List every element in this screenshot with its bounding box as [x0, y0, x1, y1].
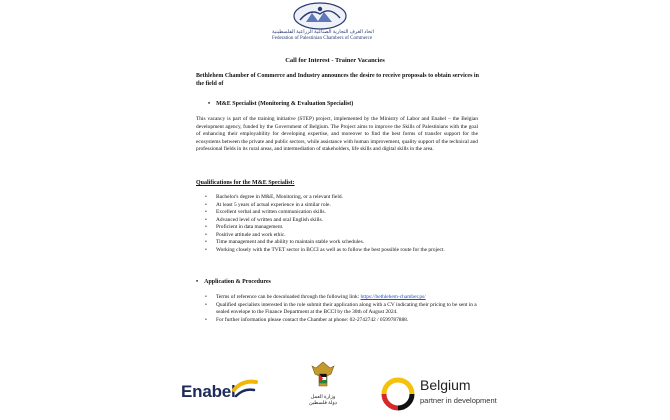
enabel-logo-text: Enabel — [181, 382, 236, 401]
intro-paragraph: Bethlehem Chamber of Commerce and Industry announces the desire to receive proposals to obtain services in the field of — [196, 73, 479, 87]
tor-download-link[interactable]: https://bethlehem-chamber.ps/ — [360, 294, 426, 300]
chamber-emblem-icon — [292, 2, 348, 30]
role-label: M&E Specialist (Monitoring & Evaluation Specialist) — [216, 101, 354, 107]
application-heading-label: Application & Procedures — [204, 279, 271, 285]
list-item: • Advanced level of written and oral English skills. — [205, 217, 480, 225]
application-heading — [196, 279, 271, 285]
list-item: • At least 5 years of actual experience in a similar role. — [205, 202, 480, 210]
application-list — [205, 294, 480, 324]
list-item: • Excellent verbal and written communication skills. — [205, 209, 480, 217]
list-item-text: Terms of reference can be downloaded through the following link: — [216, 294, 361, 300]
chamber-logo-english: Federation of Palestinian Chambers of Commerce — [272, 36, 373, 41]
list-item: • Working closely with the TVET sector in BCCI as well as to follow the best possible route for the project. — [205, 247, 480, 255]
list-item: • Time management and the ability to maintain stable work schedules. — [205, 239, 480, 247]
footer-logos — [0, 352, 670, 412]
list-item — [205, 294, 480, 302]
ministry-arabic-name: وزارة العمل — [310, 395, 336, 400]
qualifications-heading: Qualifications for the M&E Specialist: — [196, 180, 295, 186]
list-item — [205, 302, 480, 317]
bullet-icon: • — [196, 279, 199, 285]
belgium-logo-subtitle: partner in development — [420, 396, 497, 405]
role-bullet — [208, 101, 353, 107]
chamber-logo — [272, 2, 374, 44]
page-title: Call for Interest - Trainer Vacancies — [285, 57, 385, 64]
belgium-logo-text: Belgium — [420, 377, 471, 393]
ministry-of-labor-logo — [303, 360, 343, 407]
list-item-text: For further information please contact the Chamber at phone: 02-2742742 / 0599787888. — [216, 316, 409, 323]
chamber-logo-arabic: اتحاد الغرف التجارية الصناعية الزراعية الفلسطينية — [272, 30, 374, 35]
ministry-arabic-state: دولة فلسطين — [308, 401, 338, 406]
enabel-swoosh-icon — [232, 376, 258, 400]
belgium-partner-mark-icon — [380, 374, 416, 412]
list-item: • Proficient in data management. — [205, 224, 480, 232]
list-item: • Positive attitude and work ethic. — [205, 232, 480, 240]
bullet-icon: • — [208, 101, 211, 107]
project-description: This vacancy is part of the training initiative (STEP) project, implemented by the Ministry of Labor and Enabel – the Belgian development agency, funded by the Government of Belgium. The Project aims to improve the Skills of Palestinians with the goal of enhancing their employability for developing expertise, and moreover to find the best forms of transfer support for the ecosystems between the private and public sectors, while assistance with human improvement, quality support of the technical and professional fields in its rural areas, and intermediation of stakeholders, life skills and digital skills in the area. — [196, 116, 478, 153]
palestine-eagle-emblem-icon — [310, 360, 336, 390]
qualifications-list — [205, 194, 480, 254]
list-item: • Bachelor's degree in M&E, Monitoring, or a relevant field. — [205, 194, 480, 202]
list-item-text: Qualified specialists interested in the role submit their application along with a CV indicating their pricing to be sent in a sealed envelope to the Finance Department at the BCCI by the 30th of August 2024. — [216, 301, 477, 315]
list-item — [205, 317, 480, 325]
